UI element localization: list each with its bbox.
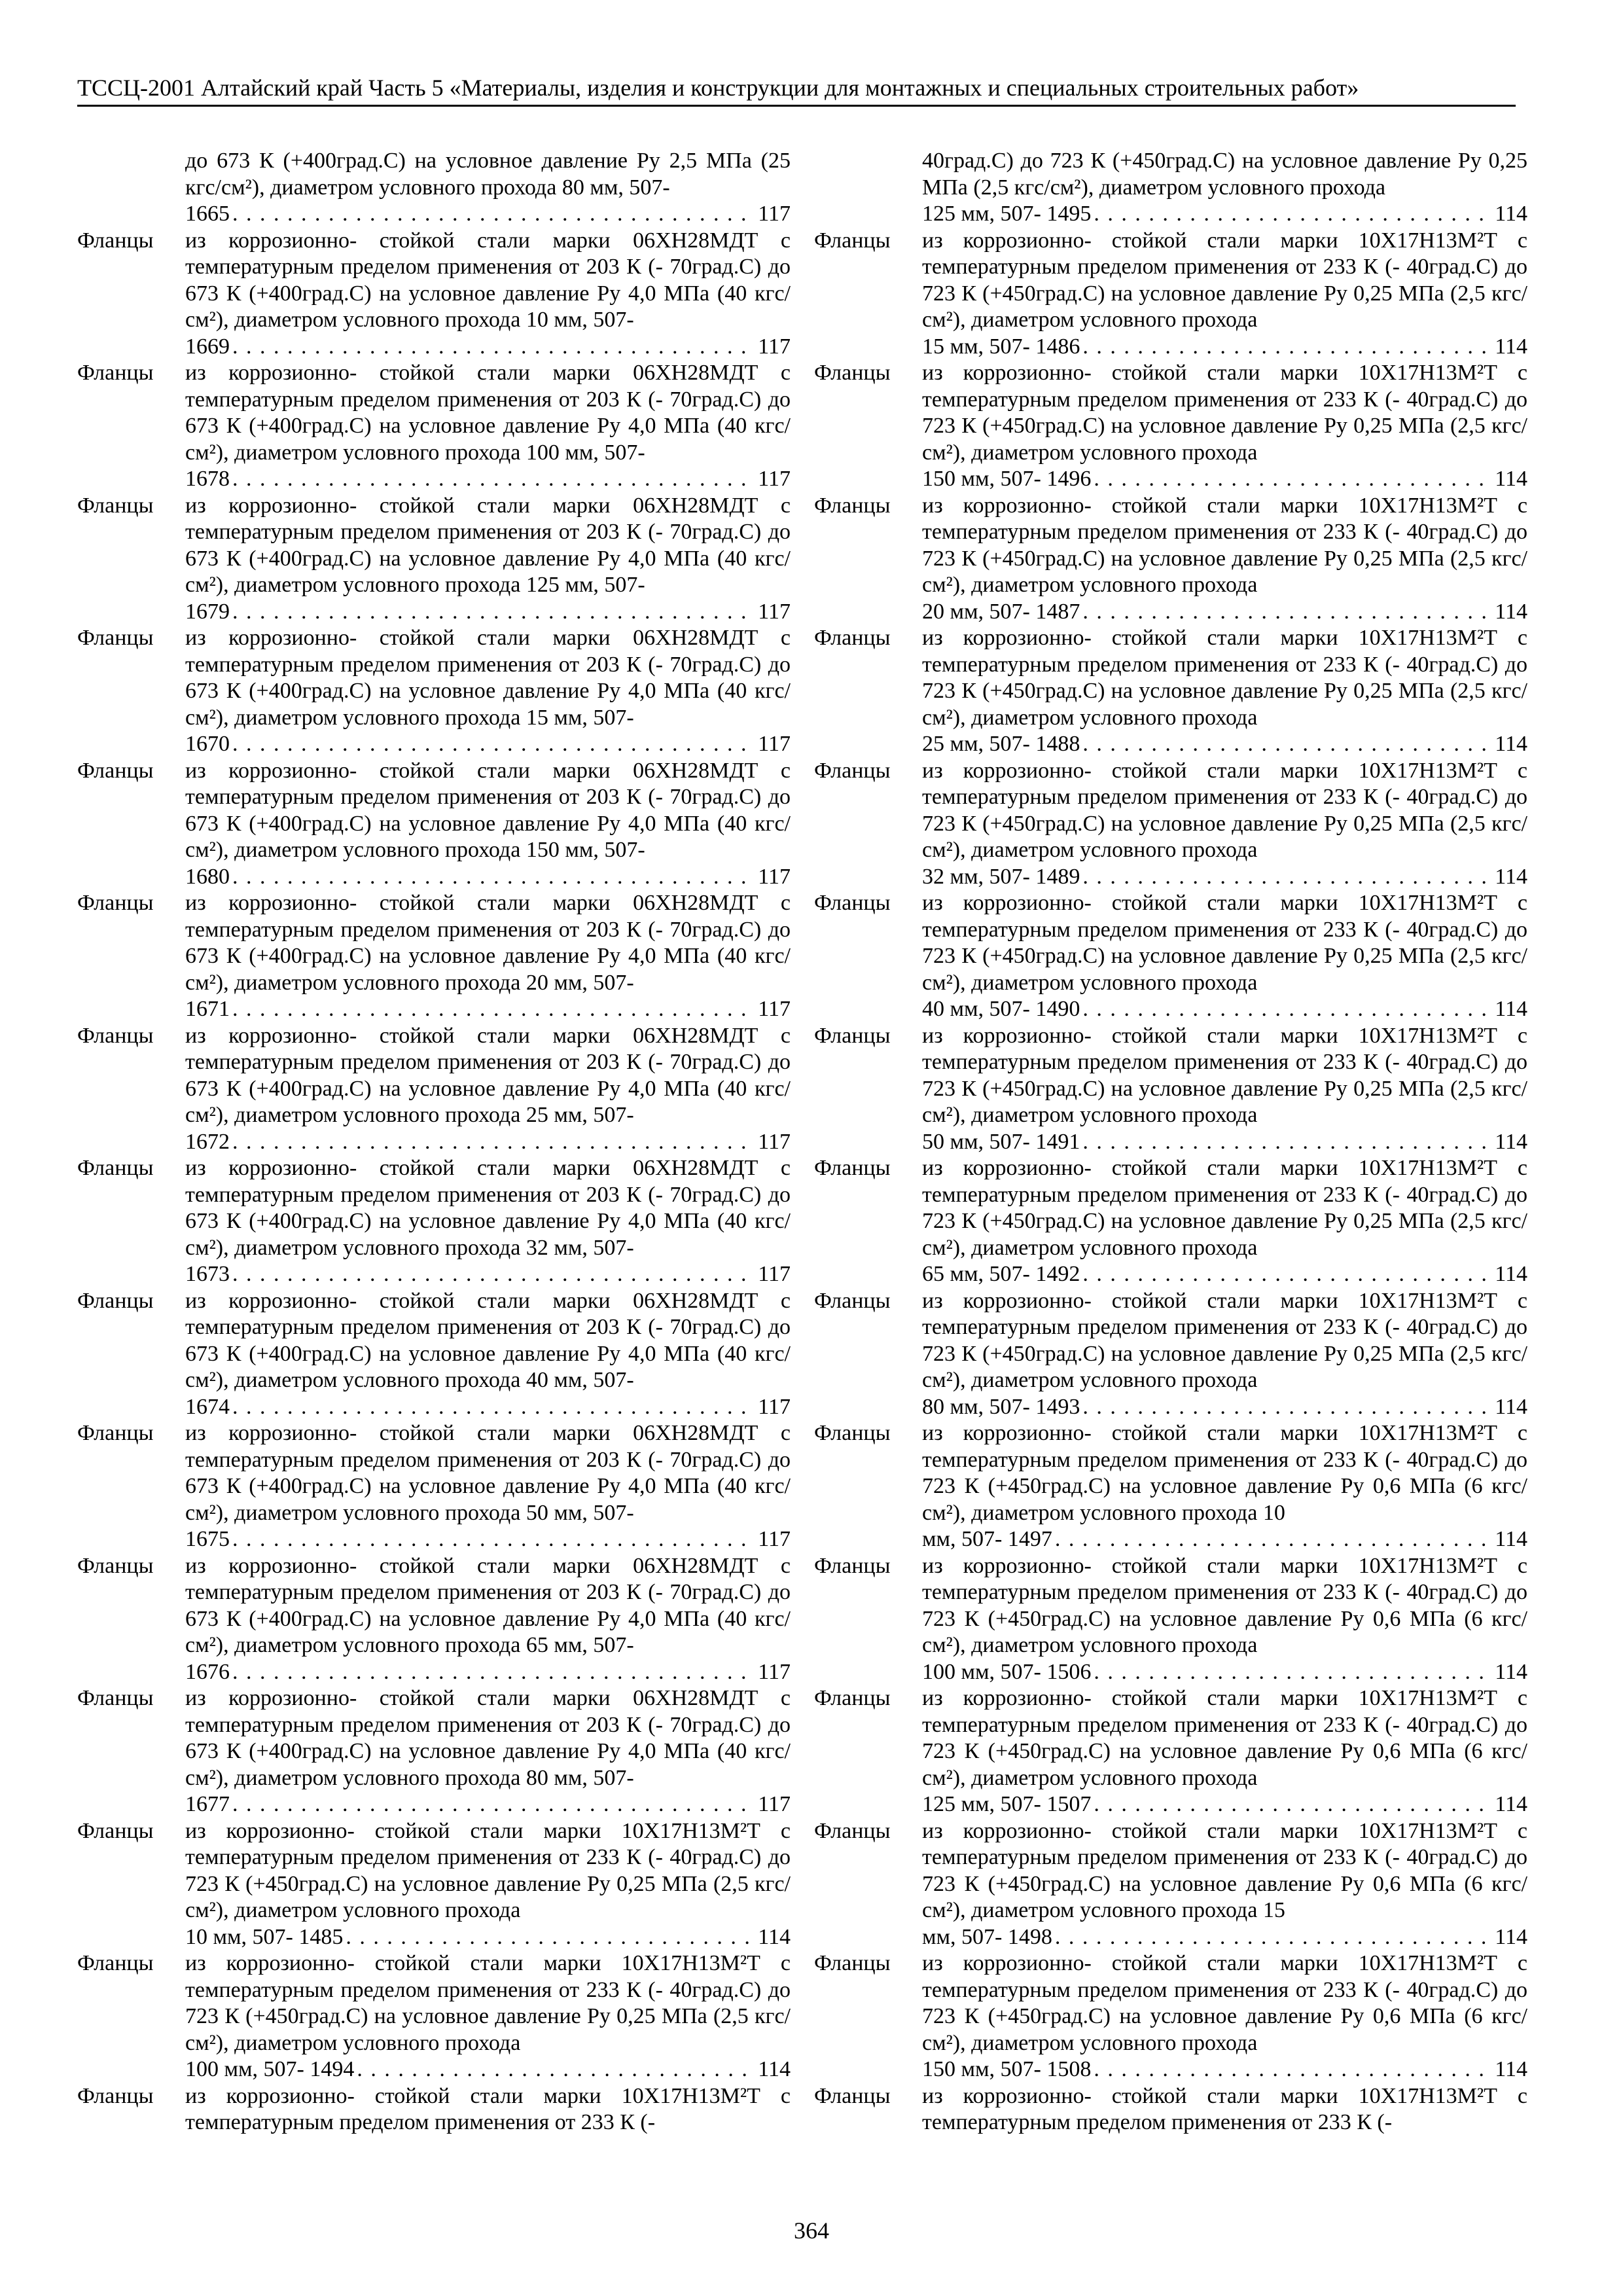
index-entry [814, 1818, 1527, 1951]
entry-page-ref[interactable]: 114 [1495, 997, 1527, 1021]
entry-code-line [185, 1924, 791, 1951]
entry-code: 1665 [185, 202, 230, 226]
index-entry [814, 1155, 1527, 1288]
entry-lead-term: Фланцы [77, 626, 154, 650]
entry-page-ref[interactable]: 114 [758, 2057, 791, 2081]
entry-code: 1679 [185, 599, 230, 624]
dot-leader [1055, 1526, 1492, 1553]
dot-leader [1082, 731, 1492, 758]
index-entry [77, 758, 791, 891]
entry-lead-term: Фланцы [814, 1818, 891, 1843]
entry-code-line [185, 599, 791, 626]
index-entry [814, 493, 1527, 626]
entry-page-ref[interactable]: 117 [758, 1262, 791, 1286]
dot-leader [232, 1129, 755, 1156]
index-entry [814, 625, 1527, 758]
entry-page-ref[interactable]: 117 [758, 997, 791, 1021]
entry-page-ref[interactable]: 114 [1495, 202, 1527, 226]
index-entry [814, 1685, 1527, 1818]
entry-code-line [185, 334, 791, 361]
entry-code: 1674 [185, 1394, 230, 1419]
entry-code-line [185, 2056, 791, 2083]
dot-leader [1082, 334, 1492, 361]
entry-lead-term: Фланцы [77, 1156, 154, 1180]
dot-leader [1082, 996, 1492, 1023]
entry-description: из коррозионно- стойкой стали марки 06ХН28МДТ с температурным пределом применения от 203 К (- 70град.С) до 673 К (+400град.С) на условное давление Ру 4,0 МПа (40 кгс/см²), диаметром условного прохода 25 мм, 507- [185, 1023, 791, 1127]
entry-page-ref[interactable]: 114 [1495, 2057, 1527, 2081]
entry-description: из коррозионно- стойкой стали марки 06ХН28МДТ с температурным пределом применения от 203 К (- 70град.С) до 673 К (+400град.С) на условное давление Ру 4,0 МПа (40 кгс/см²), диаметром условного прохода 40 мм, 507- [185, 1288, 791, 1392]
entry-description: из коррозионно- стойкой стали марки 10Х17Н13М²Т с температурным пределом применения от 233 К (- [185, 2083, 791, 2134]
entry-code-line [185, 1129, 791, 1156]
index-entry [77, 1023, 791, 1156]
entry-code-line [185, 1526, 791, 1553]
entry-lead-term: Фланцы [77, 493, 154, 518]
index-entry [77, 228, 791, 361]
index-entry [77, 1685, 791, 1818]
entry-page-ref[interactable]: 117 [758, 202, 791, 226]
index-entry [814, 758, 1527, 891]
entry-lead-term: Фланцы [77, 1553, 154, 1578]
entry-code: 10 мм, 507- 1485 [185, 1924, 344, 1949]
dot-leader [232, 1526, 755, 1553]
entry-code-line [185, 864, 791, 891]
entry-description: из коррозионно- стойкой стали марки 10Х17Н13М²Т с температурным пределом применения от 233 К (- 40град.С) до 723 К (+450град.С) на условное давление Ру 0,25 МПа (2,5 кгс/см²), диаметром условного прохода [185, 1818, 791, 1922]
entry-description: из коррозионно- стойкой стали марки 10Х17Н13М²Т с температурным пределом применения от 233 К (- 40град.С) до 723 К (+450град.С) на условное давление Ру 0,25 МПа (2,5 кгс/см²), диаметром условного прохода [922, 1023, 1527, 1127]
entry-code-line [922, 996, 1527, 1023]
entry-code-line [922, 1659, 1527, 1686]
entry-page-ref[interactable]: 114 [1495, 1924, 1527, 1949]
dot-leader [1082, 599, 1492, 626]
entry-lead-term: Фланцы [814, 361, 891, 385]
index-entry [77, 1950, 791, 2083]
dot-leader [357, 2056, 755, 2083]
entry-code: 100 мм, 507- 1506 [922, 1659, 1092, 1684]
dot-leader [1082, 864, 1492, 891]
entry-description: из коррозионно- стойкой стали марки 06ХН28МДТ с температурным пределом применения от 203 К (- 70град.С) до 673 К (+400град.С) на условное давление Ру 4,0 МПа (40 кгс/см²), диаметром условного прохода 50 мм, 507- [185, 1421, 791, 1525]
entry-description: из коррозионно- стойкой стали марки 10Х17Н13М²Т с температурным пределом применения от 233 К (- 40град.С) до 723 К (+450град.С) на условное давление Ру 0,25 МПа (2,5 кгс/см²), диаметром условного прохода [922, 626, 1527, 730]
index-entry [77, 360, 791, 493]
dot-leader [1055, 1924, 1492, 1951]
entry-lead-term: Фланцы [77, 1023, 154, 1048]
entry-description: из коррозионно- стойкой стали марки 10Х17Н13М²Т с температурным пределом применения от 233 К (- 40град.С) до 723 К (+450град.С) на условное давление Ру 0,25 МПа (2,5 кгс/см²), диаметром условного прохода [922, 891, 1527, 995]
entry-code-line [922, 2056, 1527, 2083]
entry-page-ref[interactable]: 117 [758, 1129, 791, 1154]
entry-code-line [185, 731, 791, 758]
entry-lead-term: Фланцы [814, 626, 891, 650]
index-entry [77, 890, 791, 1023]
entry-code-line [185, 1394, 791, 1421]
entry-code: 20 мм, 507- 1487 [922, 599, 1080, 624]
index-entry [814, 1023, 1527, 1156]
entry-description: из коррозионно- стойкой стали марки 06ХН28МДТ с температурным пределом применения от 203 К (- 70град.С) до 673 К (+400град.С) на условное давление Ру 4,0 МПа (40 кгс/см²), диаметром условного прохода 32 мм, 507- [185, 1156, 791, 1260]
entry-lead-term: Фланцы [77, 891, 154, 915]
entry-code: 1669 [185, 334, 230, 359]
entry-lead-term: Фланцы [814, 891, 891, 915]
index-entry [814, 1553, 1527, 1686]
index-entry [77, 493, 791, 626]
entry-page-ref[interactable]: 117 [758, 467, 791, 491]
entry-page-ref[interactable]: 114 [1495, 1262, 1527, 1286]
entry-page-ref[interactable]: 117 [758, 1792, 791, 1816]
entry-code-line [922, 599, 1527, 626]
entry-code: 1673 [185, 1262, 230, 1286]
entry-lead-term: Фланцы [814, 228, 891, 253]
entry-description: до 673 К (+400град.С) на условное давление Ру 2,5 МПа (25 кгс/см²), диаметром условного прохода 80 мм, 507- [185, 149, 791, 200]
entry-page-ref[interactable]: 114 [1495, 1129, 1527, 1154]
entry-code-line [185, 996, 791, 1023]
entry-page-ref[interactable]: 114 [1495, 1527, 1527, 1551]
entry-lead-term: Фланцы [814, 1421, 891, 1445]
index-entry [77, 1420, 791, 1553]
entry-code: 65 мм, 507- 1492 [922, 1262, 1080, 1286]
entry-lead-term: Фланцы [814, 1686, 891, 1710]
dot-leader [232, 599, 755, 626]
entry-code-line [185, 1659, 791, 1686]
entry-code: 1680 [185, 864, 230, 889]
entry-lead-term: Фланцы [814, 1288, 891, 1313]
index-entry [77, 1553, 791, 1686]
index-column-right [814, 148, 1527, 2136]
entry-code-line [922, 731, 1527, 758]
index-entry [77, 2083, 791, 2136]
entry-lead-term: Фланцы [814, 1951, 891, 1975]
entry-code-line [922, 864, 1527, 891]
entry-page-ref[interactable]: 117 [758, 1394, 791, 1419]
entry-code: 1676 [185, 1659, 230, 1684]
index-entry [814, 2083, 1527, 2136]
entry-description: из коррозионно- стойкой стали марки 10Х17Н13М²Т с температурным пределом применения от 233 К (- 40град.С) до 723 К (+450град.С) на условное давление Ру 0,6 МПа (6 кгс/см²), диаметром условного прохода [922, 1553, 1527, 1657]
entry-code: 80 мм, 507- 1493 [922, 1394, 1080, 1419]
entry-page-ref[interactable]: 114 [1495, 334, 1527, 359]
dot-leader [232, 864, 755, 891]
entry-lead-term: Фланцы [814, 2083, 891, 2108]
entry-description: из коррозионно- стойкой стали марки 06ХН28МДТ с температурным пределом применения от 203 К (- 70град.С) до 673 К (+400град.С) на условное давление Ру 4,0 МПа (40 кгс/см²), диаметром условного прохода 100 мм, 507- [185, 361, 791, 465]
entry-description: из коррозионно- стойкой стали марки 10Х17Н13М²Т с температурным пределом применения от 233 К (- 40град.С) до 723 К (+450град.С) на условное давление Ру 0,25 МПа (2,5 кгс/см²), диаметром условного прохода [922, 1156, 1527, 1260]
entry-page-ref[interactable]: 114 [1495, 1792, 1527, 1816]
entry-description: из коррозионно- стойкой стали марки 06ХН28МДТ с температурным пределом применения от 203 К (- 70град.С) до 673 К (+400град.С) на условное давление Ру 4,0 МПа (40 кгс/см²), диаметром условного прохода 15 мм, 507- [185, 626, 791, 730]
entry-page-ref[interactable]: 117 [758, 732, 791, 756]
entry-code-line [922, 1791, 1527, 1818]
entry-lead-term: Фланцы [814, 1023, 891, 1048]
dot-leader [232, 201, 755, 228]
dot-leader [232, 731, 755, 758]
entry-page-ref[interactable]: 117 [758, 334, 791, 359]
entry-code: 25 мм, 507- 1488 [922, 732, 1080, 756]
entry-page-ref[interactable]: 114 [1495, 864, 1527, 889]
index-entry [814, 1288, 1527, 1421]
index-entry [814, 148, 1527, 228]
entry-code-line [922, 1129, 1527, 1156]
dot-leader [232, 1659, 755, 1686]
dot-leader [232, 466, 755, 493]
entry-page-ref[interactable]: 117 [758, 864, 791, 889]
entry-description: из коррозионно- стойкой стали марки 10Х17Н13М²Т с температурным пределом применения от 233 К (- [922, 2083, 1527, 2134]
index-entry [77, 1155, 791, 1288]
index-entry [77, 148, 791, 228]
index-column-left [77, 148, 791, 2136]
entry-description: из коррозионно- стойкой стали марки 10Х17Н13М²Т с температурным пределом применения от 233 К (- 40град.С) до 723 К (+450град.С) на условное давление Ру 0,6 МПа (6 кгс/см²), диаметром условного прохода 15 [922, 1818, 1527, 1922]
entry-code: 1678 [185, 467, 230, 491]
entry-description: из коррозионно- стойкой стали марки 10Х17Н13М²Т с температурным пределом применения от 233 К (- 40град.С) до 723 К (+450град.С) на условное давление Ру 0,25 МПа (2,5 кгс/см²), диаметром условного прохода [922, 361, 1527, 465]
entry-page-ref[interactable]: 114 [1495, 732, 1527, 756]
entry-code: 50 мм, 507- 1491 [922, 1129, 1080, 1154]
dot-leader [232, 334, 755, 361]
index-entry [77, 625, 791, 758]
entry-code-line [185, 1791, 791, 1818]
entry-page-ref[interactable]: 114 [1495, 1394, 1527, 1419]
entry-lead-term: Фланцы [77, 1288, 154, 1313]
entry-code: 15 мм, 507- 1486 [922, 334, 1080, 359]
entry-lead-term: Фланцы [77, 758, 154, 783]
entry-code-line [922, 1526, 1527, 1553]
entry-description: из коррозионно- стойкой стали марки 06ХН28МДТ с температурным пределом применения от 203 К (- 70град.С) до 673 К (+400град.С) на условное давление Ру 4,0 МПа (40 кгс/см²), диаметром условного прохода 10 мм, 507- [185, 228, 791, 332]
entry-lead-term: Фланцы [77, 1818, 154, 1843]
entry-code: 1677 [185, 1792, 230, 1816]
entry-code: 150 мм, 507- 1496 [922, 467, 1092, 491]
index-entry [814, 1950, 1527, 2083]
entry-code-line [922, 1261, 1527, 1288]
entry-code: 40 мм, 507- 1490 [922, 997, 1080, 1021]
entry-lead-term: Фланцы [814, 758, 891, 783]
entry-page-ref[interactable]: 117 [758, 1659, 791, 1684]
entry-code: 1670 [185, 732, 230, 756]
index-entry [814, 360, 1527, 493]
entry-code: мм, 507- 1497 [922, 1527, 1052, 1551]
entry-description: из коррозионно- стойкой стали марки 10Х17Н13М²Т с температурным пределом применения от 233 К (- 40град.С) до 723 К (+450град.С) на условное давление Ру 0,6 МПа (6 кгс/см²), диаметром условного прохода [922, 1686, 1527, 1790]
entry-lead-term: Фланцы [814, 1553, 891, 1578]
entry-page-ref[interactable]: 114 [1495, 467, 1527, 491]
entry-code: 100 мм, 507- 1494 [185, 2057, 355, 2081]
running-header: ТССЦ-2001 Алтайский край Часть 5 «Материалы, изделия и конструкции для монтажных и специальных строительных работ» [77, 73, 1516, 107]
entry-code: 150 мм, 507- 1508 [922, 2057, 1092, 2081]
entry-description: 40град.С) до 723 К (+450град.С) на условное давление Ру 0,25 МПа (2,5 кгс/см²), диаметром условного прохода [922, 149, 1527, 200]
entry-description: из коррозионно- стойкой стали марки 10Х17Н13М²Т с температурным пределом применения от 233 К (- 40град.С) до 723 К (+450град.С) на условное давление Ру 0,6 МПа (6 кгс/см²), диаметром условного прохода [922, 1951, 1527, 2055]
dot-leader [232, 1791, 755, 1818]
dot-leader [1082, 1129, 1492, 1156]
entry-description: из коррозионно- стойкой стали марки 06ХН28МДТ с температурным пределом применения от 203 К (- 70град.С) до 673 К (+400град.С) на условное давление Ру 4,0 МПа (40 кгс/см²), диаметром условного прохода 125 мм, 507- [185, 493, 791, 597]
entry-description: из коррозионно- стойкой стали марки 06ХН28МДТ с температурным пределом применения от 203 К (- 70град.С) до 673 К (+400град.С) на условное давление Ру 4,0 МПа (40 кгс/см²), диаметром условного прохода 20 мм, 507- [185, 891, 791, 995]
index-entry [814, 228, 1527, 361]
entry-description: из коррозионно- стойкой стали марки 06ХН28МДТ с температурным пределом применения от 203 К (- 70град.С) до 673 К (+400град.С) на условное давление Ру 4,0 МПа (40 кгс/см²), диаметром условного прохода 150 мм, 507- [185, 758, 791, 862]
dot-leader [346, 1924, 755, 1951]
entry-page-ref[interactable]: 114 [758, 1924, 791, 1949]
entry-code: 1671 [185, 997, 230, 1021]
dot-leader [1094, 466, 1492, 493]
entry-lead-term: Фланцы [77, 1951, 154, 1975]
entry-code-line [922, 466, 1527, 493]
entry-code-line [185, 201, 791, 228]
entry-description: из коррозионно- стойкой стали марки 10Х17Н13М²Т с температурным пределом применения от 233 К (- 40град.С) до 723 К (+450град.С) на условное давление Ру 0,25 МПа (2,5 кгс/см²), диаметром условного прохода [922, 493, 1527, 597]
entry-lead-term: Фланцы [77, 1686, 154, 1710]
entry-lead-term: Фланцы [77, 228, 154, 253]
index-entry [814, 890, 1527, 1023]
dot-leader [232, 1261, 755, 1288]
index-entry [77, 1818, 791, 1951]
entry-code-line [922, 1924, 1527, 1951]
entry-code-line [922, 201, 1527, 228]
entry-code: 125 мм, 507- 1495 [922, 202, 1092, 226]
entry-code-line [922, 1394, 1527, 1421]
entry-description: из коррозионно- стойкой стали марки 10Х17Н13М²Т с температурным пределом применения от 233 К (- 40град.С) до 723 К (+450град.С) на условное давление Ру 0,25 МПа (2,5 кгс/см²), диаметром условного прохода [922, 758, 1527, 862]
entry-code: мм, 507- 1498 [922, 1924, 1052, 1949]
dot-leader [232, 996, 755, 1023]
dot-leader [1082, 1394, 1492, 1421]
entry-code: 125 мм, 507- 1507 [922, 1792, 1092, 1816]
entry-code-line [922, 334, 1527, 361]
entry-lead-term: Фланцы [814, 1156, 891, 1180]
entry-lead-term: Фланцы [77, 2083, 154, 2108]
dot-leader [1082, 1261, 1492, 1288]
entry-code: 1675 [185, 1527, 230, 1551]
entry-code-line [185, 466, 791, 493]
entry-lead-term: Фланцы [814, 493, 891, 518]
entry-lead-term: Фланцы [77, 1421, 154, 1445]
index-entry [77, 1288, 791, 1421]
dot-leader [232, 1394, 755, 1421]
entry-description: из коррозионно- стойкой стали марки 06ХН28МДТ с температурным пределом применения от 203 К (- 70град.С) до 673 К (+400град.С) на условное давление Ру 4,0 МПа (40 кгс/см²), диаметром условного прохода 65 мм, 507- [185, 1553, 791, 1657]
dot-leader [1094, 1659, 1492, 1686]
entry-page-ref[interactable]: 114 [1495, 1659, 1527, 1684]
dot-leader [1094, 2056, 1492, 2083]
entry-page-ref[interactable]: 117 [758, 599, 791, 624]
entry-code: 32 мм, 507- 1489 [922, 864, 1080, 889]
index-entry [814, 1420, 1527, 1553]
entry-description: из коррозионно- стойкой стали марки 06ХН28МДТ с температурным пределом применения от 203 К (- 70град.С) до 673 К (+400град.С) на условное давление Ру 4,0 МПа (40 кгс/см²), диаметром условного прохода 80 мм, 507- [185, 1686, 791, 1790]
entry-description: из коррозионно- стойкой стали марки 10Х17Н13М²Т с температурным пределом применения от 233 К (- 40град.С) до 723 К (+450град.С) на условное давление Ру 0,6 МПа (6 кгс/см²), диаметром условного прохода 10 [922, 1421, 1527, 1525]
entry-lead-term: Фланцы [77, 361, 154, 385]
entry-code-line [185, 1261, 791, 1288]
entry-code: 1672 [185, 1129, 230, 1154]
entry-description: из коррозионно- стойкой стали марки 10Х17Н13М²Т с температурным пределом применения от 233 К (- 40град.С) до 723 К (+450град.С) на условное давление Ру 0,25 МПа (2,5 кгс/см²), диаметром условного прохода [922, 228, 1527, 332]
entry-description: из коррозионно- стойкой стали марки 10Х17Н13М²Т с температурным пределом применения от 233 К (- 40град.С) до 723 К (+450град.С) на условное давление Ру 0,25 МПа (2,5 кгс/см²), диаметром условного прохода [185, 1951, 791, 2055]
entry-page-ref[interactable]: 117 [758, 1527, 791, 1551]
dot-leader [1094, 201, 1492, 228]
entry-description: из коррозионно- стойкой стали марки 10Х17Н13М²Т с температурным пределом применения от 233 К (- 40град.С) до 723 К (+450град.С) на условное давление Ру 0,25 МПа (2,5 кгс/см²), диаметром условного прохода [922, 1288, 1527, 1392]
entry-page-ref[interactable]: 114 [1495, 599, 1527, 624]
page-number: 364 [794, 2217, 829, 2244]
dot-leader [1094, 1791, 1492, 1818]
